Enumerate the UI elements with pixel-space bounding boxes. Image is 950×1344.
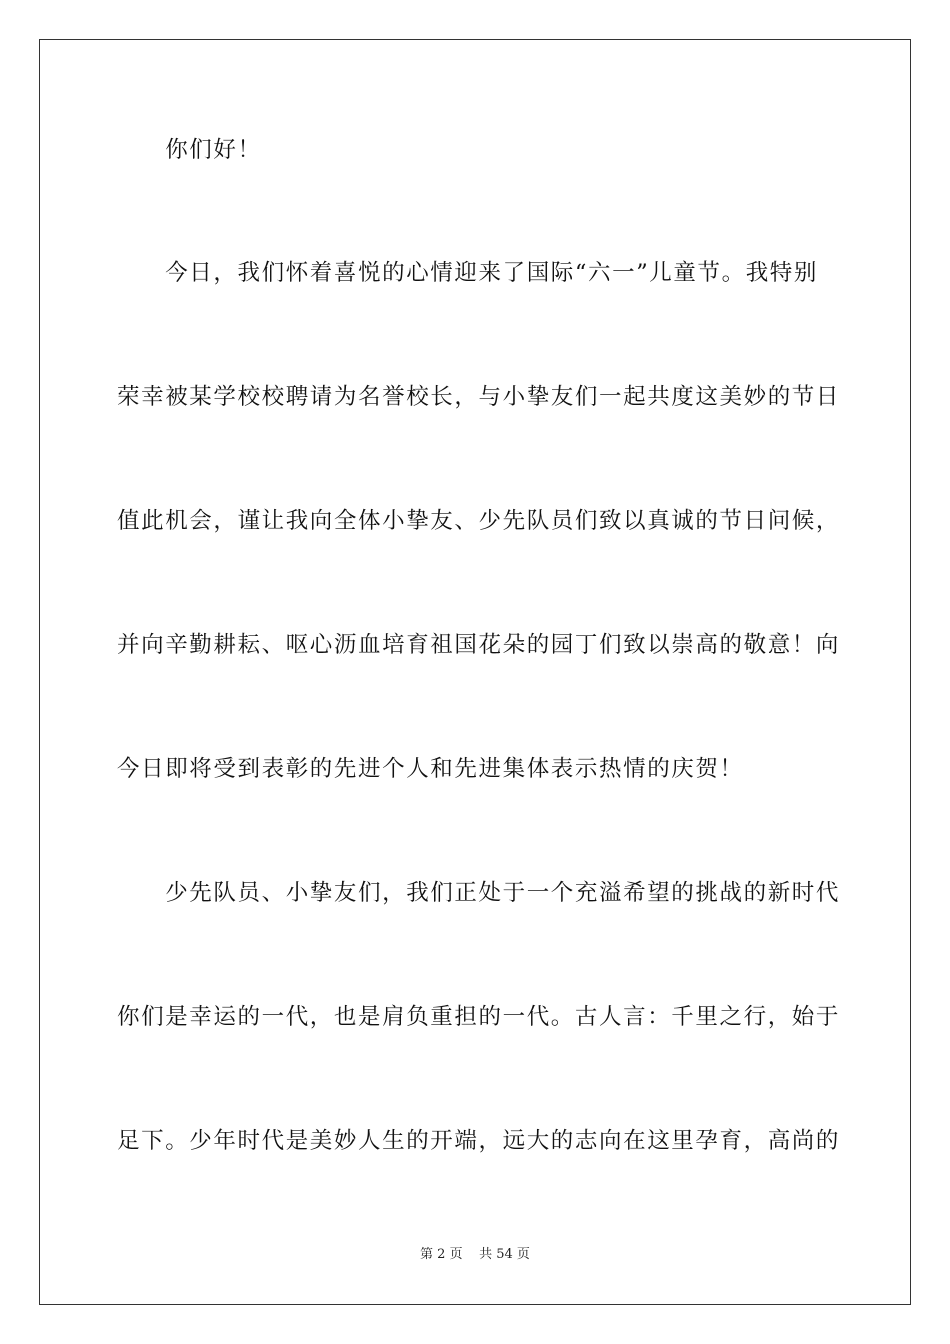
text-line-5: 并向辛勤耕耘、呕心沥血培育祖国花朵的园丁们致以崇高的敬意！向 <box>117 632 841 658</box>
page-footer <box>0 1246 950 1264</box>
text-line-1: 你们好！ <box>117 137 262 163</box>
text-line-7: 少先队员、小挚友们，我们正处于一个充溢希望的挑战的新时代 <box>117 880 841 906</box>
text-line-2: 今日，我们怀着喜悦的心情迎来了国际“六一”儿童节。我特别 <box>117 260 819 286</box>
text-line-3: 荣幸被某学校校聘请为名誉校长，与小挚友们一起共度这美妙的节日 <box>117 384 841 410</box>
text-line-6: 今日即将受到表彰的先进个人和先进集体表示热情的庆贺！ <box>117 756 744 782</box>
page-number: 第 2 页 <box>420 1247 463 1262</box>
text-line-9: 足下。少年时代是美妙人生的开端，远大的志向在这里孕育，高尚的 <box>117 1128 841 1154</box>
total-pages: 共 54 页 <box>479 1247 530 1262</box>
text-line-4: 值此机会，谨让我向全体小挚友、少先队员们致以真诚的节日问候， <box>117 508 841 534</box>
footer-spacer <box>463 1247 480 1262</box>
page-frame <box>39 39 911 1305</box>
text-line-8: 你们是幸运的一代，也是肩负重担的一代。古人言：千里之行，始于 <box>117 1004 841 1030</box>
